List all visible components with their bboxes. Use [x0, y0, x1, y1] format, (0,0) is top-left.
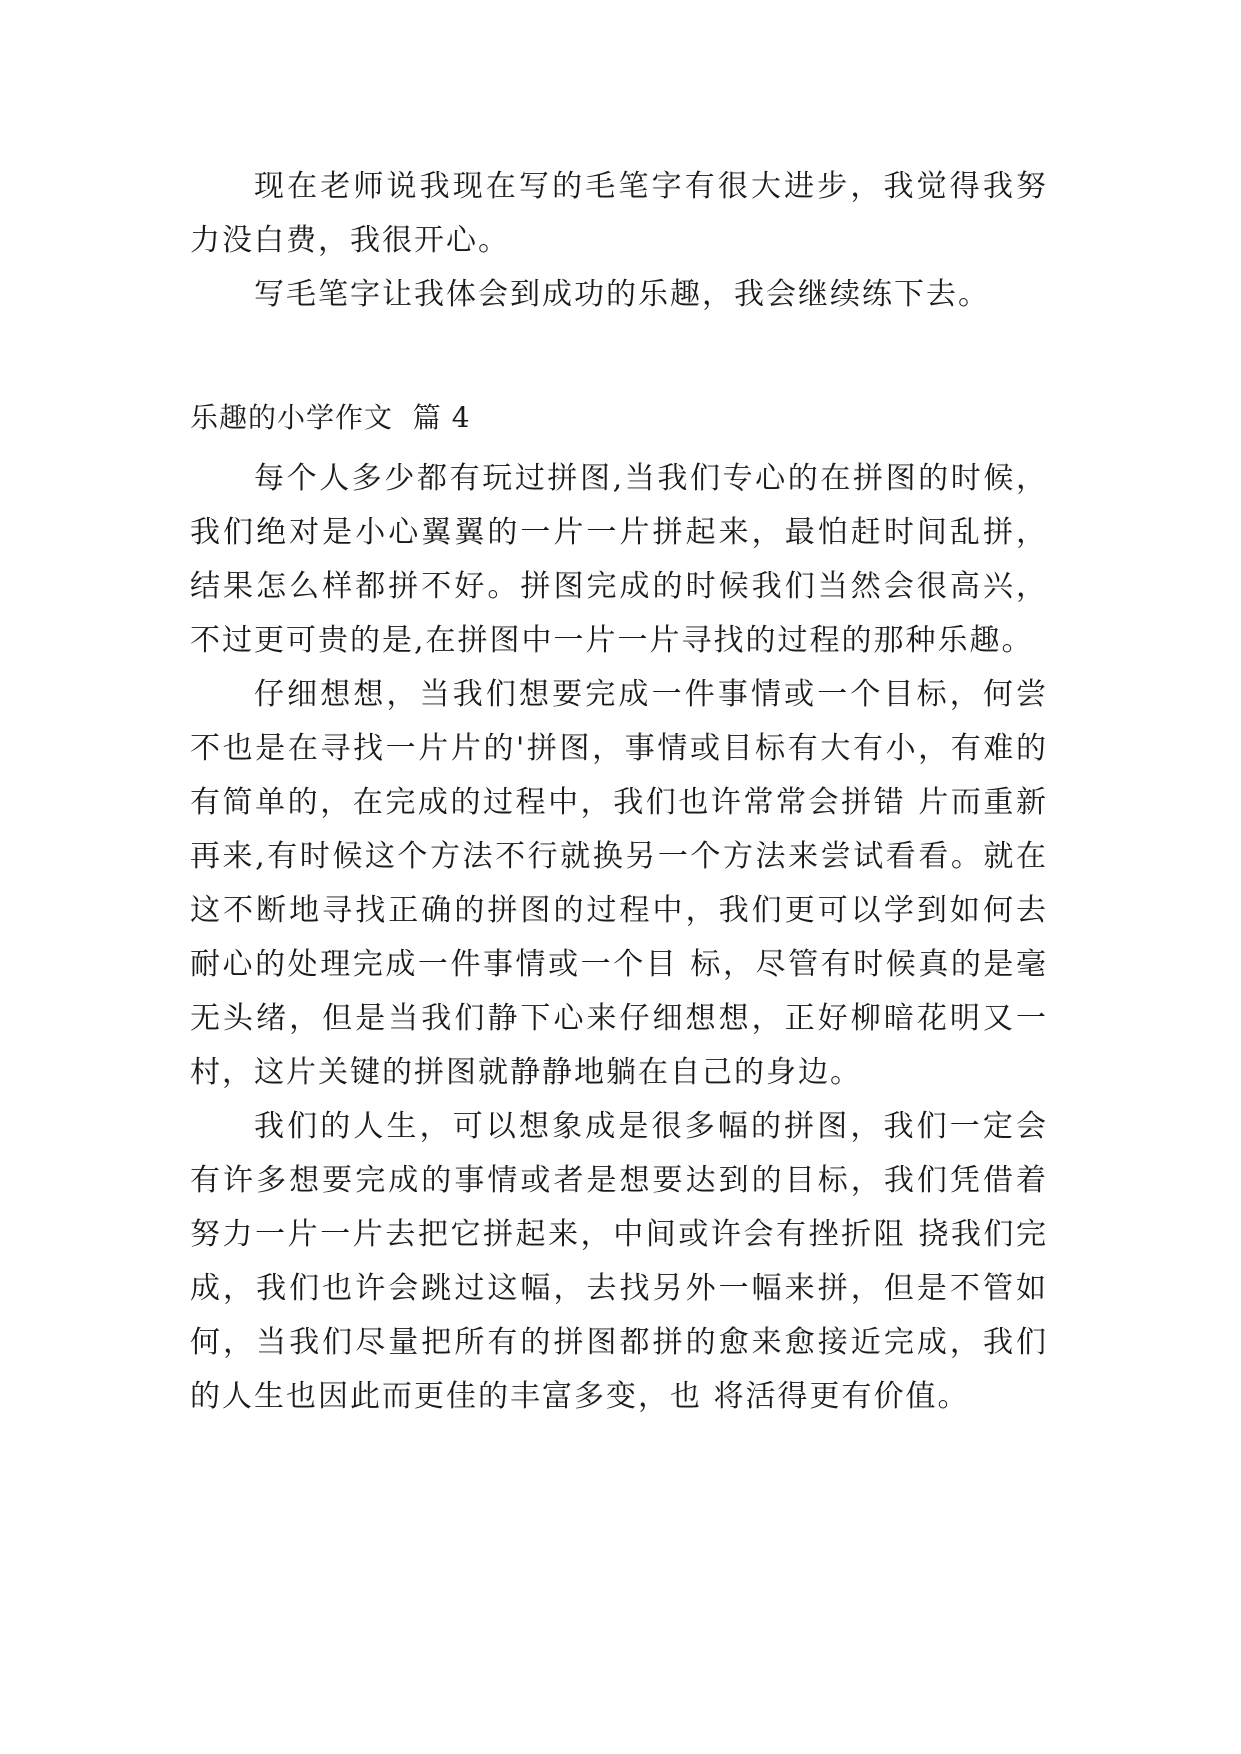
paragraph-calligraphy-conclusion: 写毛笔字让我体会到成功的乐趣，我会继续练下去。 — [254, 277, 990, 312]
section-heading: 乐趣的小学作文 篇 4 — [190, 401, 471, 434]
paragraph-puzzle-intro: 每个人多少都有玩过拼图,当我们专心的在拼图的时候，我们绝对是小心翼翼的一片一片拼起来，最怕赶时间乱拼，结果怎么样都拼不好。拼图完成的时候我们当然会很高兴，不过更可贵的是,在拼图中一片一片寻找的过程的那种乐趣。 — [190, 461, 1048, 658]
section-paragraphs — [190, 452, 1048, 1424]
paragraph-puzzle-life: 我们的人生，可以想象成是很多幅的拼图，我们一定会有许多想要完成的事情或者是想要达到的目标，我们凭借着努力一片一片去把它拼起来，中间或许会有挫折阻 挠我们完成，我们也许会跳过这幅，去找另外一幅来拼，但是不管如何，当我们尽量把所有的拼图都拼的愈来愈接近完成，我们的人生也因此而更佳的丰富多变，也 将活得更有价值。 — [190, 1109, 1048, 1414]
section-heading-block — [190, 398, 1048, 438]
paragraph-calligraphy-progress: 现在老师说我现在写的毛笔字有很大进步，我觉得我努力没白费，我很开心。 — [190, 169, 1048, 258]
top-paragraphs — [190, 160, 1048, 322]
paragraph-puzzle-goals: 仔细想想，当我们想要完成一件事情或一个目标，何尝不也是在寻找一片片的'拼图，事情或目标有大有小，有难的有简单的，在完成的过程中，我们也许常常会拼错 片而重新再来,有时候这个方法不行就换另一个方法来尝试看看。就在这不断地寻找正确的拼图的过程中，我们更可以学到如何去耐心的处理完成一件事情或一个目 标，尽管有时候真的是毫无头绪，但是当我们静下心来仔细想想，正好柳暗花明又一村，这片关键的拼图就静静地躺在自己的身边。 — [190, 677, 1048, 1090]
